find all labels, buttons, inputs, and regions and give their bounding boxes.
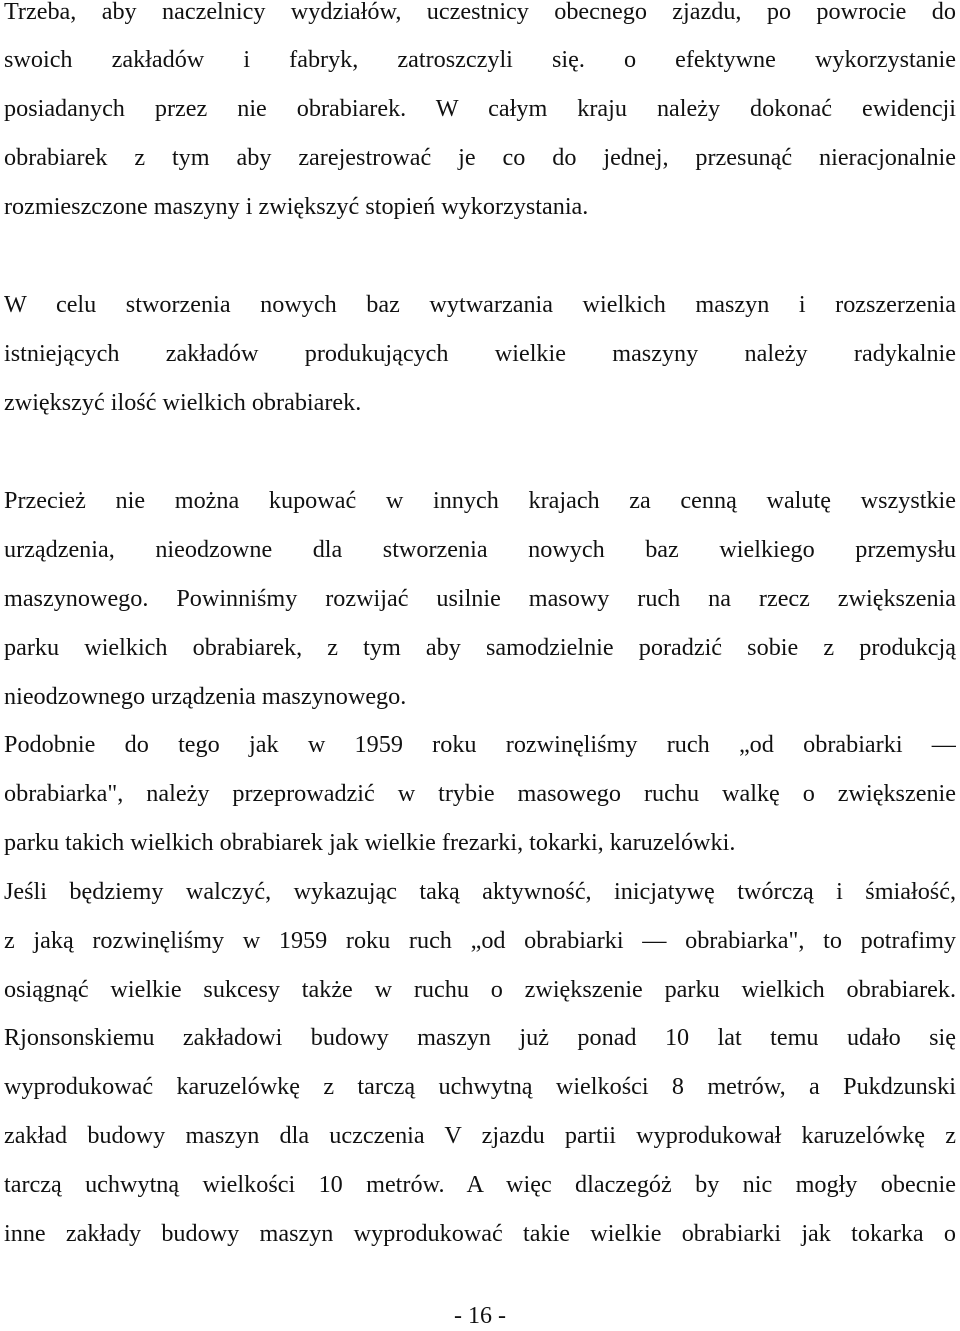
- text-line: parku takich wielkich obrabiarek jak wielkie frezarki, tokarki, karuzelówki.: [4, 829, 736, 856]
- text-line: tarczą uchwytną wielkości 10 metrów. A więc dlaczegóż by nic mogły obecnie: [4, 1171, 956, 1198]
- page-number: - 16 -: [454, 1303, 506, 1329]
- text-line: swoich zakładów i fabryk, zatroszczyli się. o efektywne wykorzystanie: [4, 46, 956, 73]
- text-line: z jaką rozwinęliśmy w 1959 roku ruch „od obrabiarki — obrabiarka", to potrafimy: [4, 927, 956, 954]
- text-line: istniejących zakładów produkujących wielkie maszyny należy radykalnie: [4, 340, 956, 367]
- text-line: osiągnąć wielkie sukcesy także w ruchu o zwiększenie parku wielkich obrabiarek.: [4, 976, 956, 1003]
- text-line: obrabiarek z tym aby zarejestrować je co do jednej, przesunąć nieracjonalnie: [4, 144, 956, 171]
- text-line: Trzeba, aby naczelnicy wydziałów, uczestnicy obecnego zjazdu, po powrocie do: [4, 0, 956, 25]
- text-line: urządzenia, nieodzowne dla stworzenia nowych baz wielkiego przemysłu: [4, 536, 956, 563]
- text-line: rozmieszczone maszyny i zwiększyć stopień wykorzystania.: [4, 193, 589, 220]
- text-line: obrabiarka", należy przeprowadzić w trybie masowego ruchu walkę o zwiększenie: [4, 780, 956, 807]
- text-line: nieodzownego urządzenia maszynowego.: [4, 683, 407, 710]
- text-line: Przecież nie można kupować w innych krajach za cenną walutę wszystkie: [4, 487, 956, 514]
- text-line: parku wielkich obrabiarek, z tym aby samodzielnie poradzić sobie z produkcją: [4, 634, 956, 661]
- text-line: W celu stworzenia nowych baz wytwarzania wielkich maszyn i rozszerzenia: [4, 291, 956, 318]
- text-line: zwiększyć ilość wielkich obrabiarek.: [4, 389, 362, 416]
- text-line: posiadanych przez nie obrabiarek. W całym kraju należy dokonać ewidencji: [4, 95, 956, 122]
- text-line: Podobnie do tego jak w 1959 roku rozwinęliśmy ruch „od obrabiarki —: [4, 731, 956, 758]
- text-line: wyprodukować karuzelówkę z tarczą uchwytną wielkości 8 metrów, a Pukdzunski: [4, 1073, 956, 1100]
- text-line: zakład budowy maszyn dla uczczenia V zjazdu partii wyprodukował karuzelówkę z: [4, 1122, 956, 1149]
- text-line: maszynowego. Powinniśmy rozwijać usilnie masowy ruch na rzecz zwiększenia: [4, 585, 956, 612]
- text-line: Jeśli będziemy walczyć, wykazując taką aktywność, inicjatywę twórczą i śmiałość,: [4, 878, 956, 905]
- text-line: inne zakłady budowy maszyn wyprodukować takie wielkie obrabiarki jak tokarka o: [4, 1220, 956, 1247]
- text-line: Rjonsonskiemu zakładowi budowy maszyn już ponad 10 lat temu udało się: [4, 1024, 956, 1051]
